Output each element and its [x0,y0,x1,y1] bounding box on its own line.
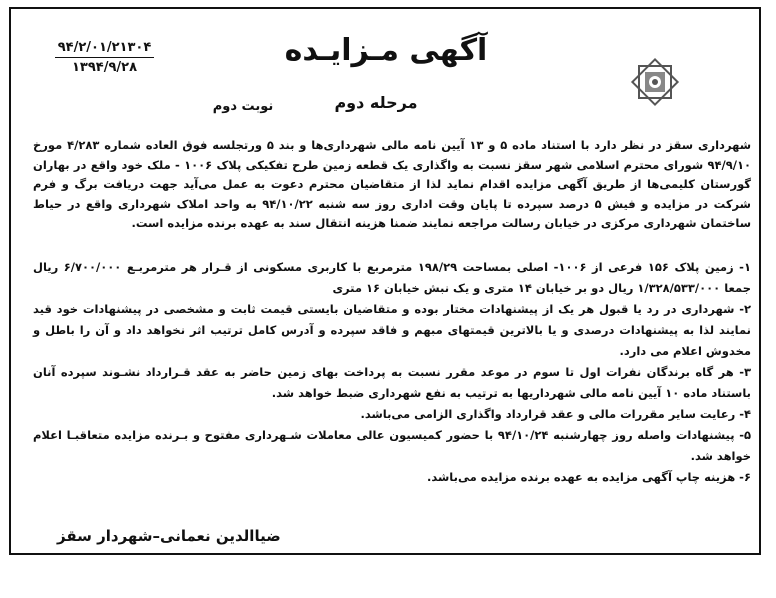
municipality-emblem-icon [629,56,681,108]
reference-date: ۱۳۹۴/۹/۲۸ [71,60,138,75]
reference-divider [55,57,154,58]
auction-stage: مرحله دوم [334,93,418,112]
term-item: ۲- شهرداری در رد یا قبول هر یک از پیشنهادات مختار بوده و متقاضیان بایستی قیمت ثابت و مشخصی در پیشنهادات خود قید نمایند لذا به پیشنهادات درصدی و یا بالاترین قیمتهای مبهم و فاقد سپرده و آدرس کامل ترتیب اثر نخواهد داد و آن را باطل و مخدوش اعلام می دارد. [33,302,751,358]
mayor-signature: ضیاالدین نعمانی–شهردار سقز [57,527,281,545]
term-item: ۵- پیشنهادات واصله روز چهارشنبه ۹۴/۱۰/۲۴ با حضور کمیسیون عالی معاملات شـهرداری مفتوح و بـرنده مزایده متعاقبـا اعلام خواهد شد. [33,428,751,463]
notice-header [11,9,759,134]
terms-list [33,257,751,488]
notice-frame [9,7,761,555]
term-item: ۱- زمین پلاک ۱۵۶ فرعی از ۱۰۰۶- اصلی بمساحت ۱۹۸/۲۹ مترمربع با کاربری مسکونی از قـرار هر مترمربـع ۶/۷۰۰/۰۰۰ ریال جمعا ۱/۳۲۸/۵۳۳/۰۰۰ ریال دو بر خیابان ۱۴ متری و یک نبش خیابان ۱۶ متری [33,260,751,295]
reference-number: ۹۴/۲/۰۱/۲۱۳۰۴ [57,40,152,55]
reference-block [47,39,162,76]
publication-turn: نوبت دوم [212,99,274,114]
term-item: ۳- هر گاه برندگان نفرات اول تا سوم در موعد مقرر نسبت به پرداخت بهای زمین حاضر به عقد قـرارداد نشـوند سپرده آنان باستناد ماده ۱۰ آیین نامه مالی شهرداریها به ترتیب به نفع شهرداری ضبط خواهد شد. [33,365,751,400]
notice-title: آگهی مـزایـده [284,33,488,68]
term-item: ۶- هزینه چاپ آگهی مزایده به عهده برنده مزایده می‌باشد. [426,470,751,484]
notice-intro: شهرداری سقز در نظر دارد با استناد ماده ۵ و ۱۳ آیین نامه مالی شهرداری‌ها و بند ۵ ورتجلسه فوق العاده شماره ۴/۲۸۳ مورخ ۹۴/۹/۱۰ شورای محترم اسلامی شهر سقز نسبت به واگذاری یک قطعه زمین طرح تفکیکی پلاک ۱۰۰۶ - ملک خود واقع در بهاران گورستان کلیمی‌ها از طریق آگهی مزایده اقدام نماید لذا از متقاضیان محترم دعوت به عمل می‌آید جهت دریافت برگ و فرم شرکت در مزایده و فیش ۵ درصد سپرده تا پایان وقت اداری روز سه شنبه ۹۴/۱۰/۲۲ به واحد املاک شهرداری واقع در حیاط ساختمان شهرداری مرکزی در خیابان رسالت مراجعه نمایند ضمنا هزینه انتقال سند به عهده برنده مزایده است. [33,138,752,230]
term-item: ۴- رعایت سایر مقررات مالی و عقد قرارداد واگذاری الزامی می‌باشد. [360,407,751,421]
